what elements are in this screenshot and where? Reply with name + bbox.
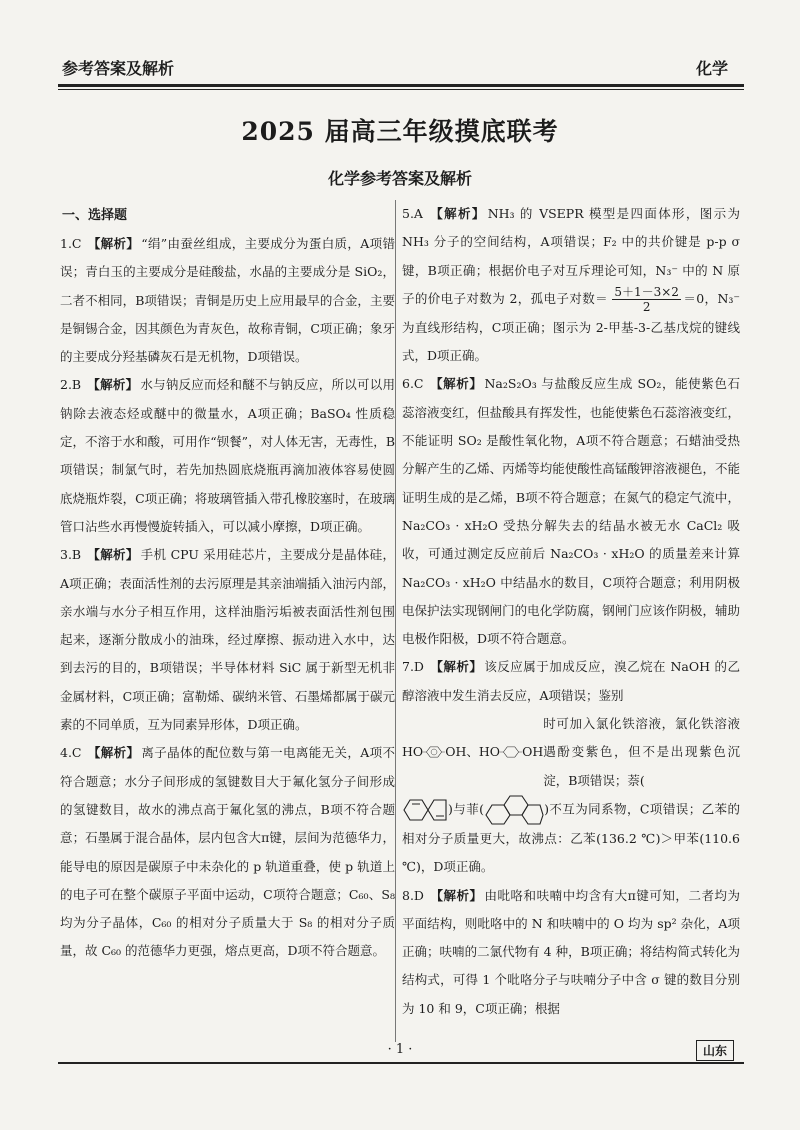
oh-label: OH bbox=[522, 744, 544, 760]
answer-text: 离子晶体的配位数与第一电离能无关，A项不符合题意；水分子间形成的氢键数目大于氟化氢分子间形成的氢键数目，故水的沸点高于氟化氢的沸点，B项不符合题意；石墨属于混合晶体，层内包含大π键，层间为范德华力，能导电的原因是碳原子中未杂化的 p 轨道重叠，使 p 轨道上的电子可在整个碳原子平面中运动，C项符合题意；C₆₀、S₈ 均为分子晶体，C₆₀ 的相对分子质量大于 S₈ 的相对分子质量，故 C₆₀ 的范德华力更强，熔点更高，D项不符合题意。 bbox=[60, 745, 395, 959]
analysis-tag: 【解析】 bbox=[87, 377, 139, 393]
fraction bbox=[612, 285, 681, 314]
answer-text-cont: )不互为同系物，C项错误；乙苯的相对分子质量更大，故沸点：乙苯(136.2 ℃)＞甲苯(110.6 ℃)，D项正确。 bbox=[402, 801, 740, 875]
header-rule bbox=[58, 84, 744, 87]
answer-7 bbox=[402, 653, 740, 881]
answer-8 bbox=[402, 882, 740, 1023]
section-heading: 一、选择题 bbox=[62, 208, 128, 223]
answer-text: 手机 CPU 采用硅芯片，主要成分是晶体硅，A项正确；表面活性剂的去污原理是其亲油端插入油污内部，亲水端与水分子相互作用，这样油脂污垢被表面活性剂包围起来，逐渐分散成小的油珠，经过摩擦、振动进入水中，达到去污的目的，B项错误；半导体材料 SiC 属于新型无机非金属材料，C项正确；富勒烯、碳纳米管、石墨烯都属于碳元素的不同单质，互为同素异形体，D项正确。 bbox=[60, 547, 395, 733]
fraction-numerator: 5＋1－3×2 bbox=[614, 284, 679, 299]
region-badge: 山东 bbox=[696, 1040, 734, 1061]
analysis-tag: 【解析】 bbox=[87, 236, 140, 251]
ho-label: HO bbox=[402, 744, 424, 760]
answer-text: “绢”由蚕丝组成，主要成分为蛋白质，A项错误；青白玉的主要成分是硅酸盐，水晶的主要成分是 SiO₂，二者不相同，B项错误；青铜是历史上应用最早的合金，主要是铜锡合金，因其颜色为青灰色，故称青铜，C项正确；象牙的主要成分羟基磷灰石是无机物，D项错误。 bbox=[60, 236, 395, 365]
header-left: 参考答案及解析 bbox=[62, 59, 175, 78]
ho-label: HO bbox=[478, 744, 501, 760]
answer-number: 7.D bbox=[402, 659, 424, 675]
answer-text-cont: )与菲( bbox=[448, 801, 485, 817]
answer-number: 3.B bbox=[60, 547, 82, 563]
page-subtitle: 化学参考答案及解析 bbox=[327, 169, 472, 188]
answer-6 bbox=[402, 370, 740, 653]
header-rule-thin bbox=[58, 89, 744, 90]
footer-rule bbox=[58, 1062, 744, 1064]
page-title: 2025 届高三年级摸底联考 bbox=[241, 117, 559, 146]
naphthalene-structure-icon bbox=[402, 797, 448, 823]
analysis-tag: 【解析】 bbox=[430, 376, 483, 392]
phenanthrene-structure-icon bbox=[484, 795, 544, 825]
analysis-tag: 【解析】 bbox=[430, 206, 486, 221]
answer-text: 该反应属于加成反应，溴乙烷在 NaOH 的乙醇溶液中发生消去反应，A项错误；鉴别 bbox=[402, 659, 740, 703]
answer-2 bbox=[60, 371, 395, 541]
page-number: · 1 · bbox=[387, 1042, 413, 1057]
column-divider bbox=[395, 200, 396, 1042]
phenol-cyclohexanol-structures bbox=[402, 710, 740, 795]
analysis-tag: 【解析】 bbox=[430, 659, 483, 675]
answer-1 bbox=[60, 230, 395, 371]
benzene-ring-icon bbox=[423, 737, 445, 767]
analysis-tag: 【解析】 bbox=[87, 547, 139, 563]
right-column bbox=[402, 200, 740, 1023]
cyclohexane-ring-icon bbox=[500, 737, 522, 767]
left-column bbox=[60, 230, 395, 966]
answer-4 bbox=[60, 739, 395, 965]
answer-text: NH₃ 的 VSEPR 模型是四面体形，图示为 NH₃ 分子的空间结构，A项错误；F₂ 中的共价键是 p-p σ 键，B项正确；根据价电子对互斥理论可知，N₃⁻ 中的 N 原子的价电子对数为 2，孤电子对数＝ bbox=[402, 206, 740, 306]
analysis-tag: 【解析】 bbox=[430, 887, 483, 903]
answer-text-cont: 时可加入氯化铁溶液，氯化铁溶液遇酚变紫色，但不是出现紫色沉淀，B项错误；萘( bbox=[543, 716, 740, 788]
answer-text: Na₂S₂O₃ 与盐酸反应生成 SO₂，能使紫色石蕊溶液变红，但盐酸具有挥发性，也能使紫色石蕊溶液变红，不能证明 SO₂ 是酸性氧化物，A项不符合题意；石蜡油受热分解产生的乙烯、丙烯等均能使酸性高锰酸钾溶液褪色，不能证明生成的是乙烯，B项不符合题意；在氮气的稳定气流中，Na₂CO₃ · xH₂O 受热分解失去的结晶水被无水 CaCl₂ 吸收，可通过测定反应前后 Na₂CO₃ · xH₂O 的质量差来计算 Na₂CO₃ · xH₂O 中结晶水的数目，C项符合题意；利用阴极电保护法实现钢闸门的电化学防腐，钢闸门应该作阴极，辅助电极作阳极，D项不符合题意。 bbox=[402, 376, 740, 647]
answer-3 bbox=[60, 541, 395, 739]
header-subject: 化学 bbox=[695, 59, 728, 78]
answer-number: 1.C bbox=[60, 236, 82, 251]
fraction-denominator: 2 bbox=[642, 299, 651, 314]
answer-number: 4.C bbox=[60, 745, 82, 761]
answer-number: 6.C bbox=[402, 376, 424, 392]
answer-text: 由吡咯和呋喃中均含有大π键可知，二者均为平面结构，则吡咯中的 N 和呋喃中的 O 均为 sp² 杂化，A项正确；呋喃的二氯代物有 4 种，B项正确；将结构简式转化为结构式，可得 1 个吡咯分子与呋喃分子中含 σ 键的数目分别为 10 和 9，C项正确；根据 bbox=[402, 887, 740, 1016]
oh-label: OH bbox=[445, 744, 467, 760]
answer-5 bbox=[402, 200, 740, 370]
answer-number: 2.B bbox=[60, 377, 82, 393]
answer-number: 5.A bbox=[402, 206, 423, 221]
answer-text-cont: ＝0，N₃⁻ 为直线形结构，C项正确；图示为 2-甲基-3-乙基戊烷的键线式，D项正确。 bbox=[402, 290, 740, 364]
answer-text: 水与钠反应而烃和醚不与钠反应，所以可以用钠除去液态烃或醚中的微量水，A项正确；BaSO₄ 性质稳定，不溶于水和酸，可用作“钡餐”，对人体无害，无毒性，B项错误；制氯气时，若先加热圆底烧瓶再滴加液体容易使圆底烧瓶炸裂，C项正确；将玻璃管插入带孔橡胶塞时，在玻璃管口沾些水再慢慢旋转插入，可以减小摩擦，D项正确。 bbox=[60, 377, 395, 534]
separator: 、 bbox=[466, 744, 479, 760]
analysis-tag: 【解析】 bbox=[87, 745, 140, 761]
answer-number: 8.D bbox=[402, 887, 424, 903]
